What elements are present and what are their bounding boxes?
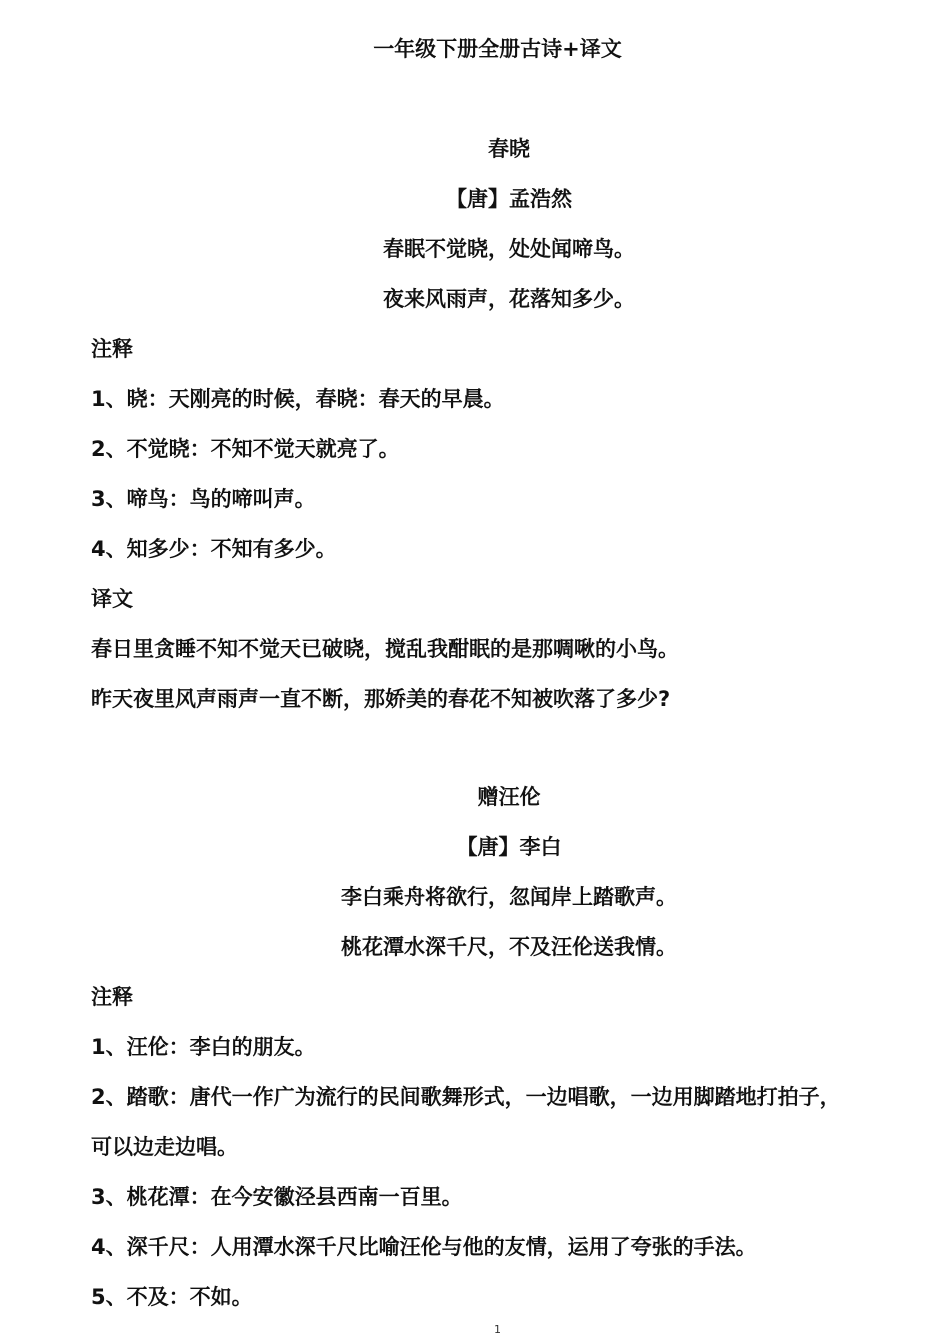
note-item: 2、不觉晓：不知不觉天就亮了。 [91,437,400,461]
poem-line: 夜来风雨声，花落知多少。 [383,287,635,311]
translation-heading: 译文 [91,587,133,611]
note-item: 4、知多少：不知有多少。 [91,537,337,561]
poem-author: 【唐】孟浩然 [446,187,572,211]
note-item: 可以边走边唱。 [91,1135,238,1159]
note-item: 4、深千尺：人用潭水深千尺比喻汪伦与他的友情，运用了夸张的手法。 [91,1235,757,1259]
poem-line: 春眠不觉晓，处处闻啼鸟。 [383,237,635,261]
note-item: 3、桃花潭：在今安徽泾县西南一百里。 [91,1185,463,1209]
document-title: 一年级下册全册古诗+译文 [373,37,622,61]
poem-line: 桃花潭水深千尺，不及汪伦送我情。 [341,935,677,959]
translation-line: 昨天夜里风声雨声一直不断，那娇美的春花不知被吹落了多少? [91,687,671,711]
note-item: 1、汪伦：李白的朋友。 [91,1035,316,1059]
poem-line: 李白乘舟将欲行，忽闻岸上踏歌声。 [341,885,677,909]
notes-heading: 注释 [91,985,133,1009]
note-item: 3、啼鸟：鸟的啼叫声。 [91,487,316,511]
notes-heading: 注释 [91,337,133,361]
poem-title: 赠汪伦 [477,785,541,809]
note-item: 2、踏歌：唐代一作广为流行的民间歌舞形式，一边唱歌，一边用脚踏地打拍子， [91,1085,841,1109]
note-item: 1、晓：天刚亮的时候，春晓：春天的早晨。 [91,387,505,411]
poem-title: 春晓 [488,137,530,161]
note-item: 5、不及：不如。 [91,1285,253,1309]
translation-line: 春日里贪睡不知不觉天已破晓，搅乱我酣眠的是那啁啾的小鸟。 [91,637,679,661]
page-number: 1 [494,1323,501,1336]
poem-author: 【唐】李白 [456,835,562,859]
